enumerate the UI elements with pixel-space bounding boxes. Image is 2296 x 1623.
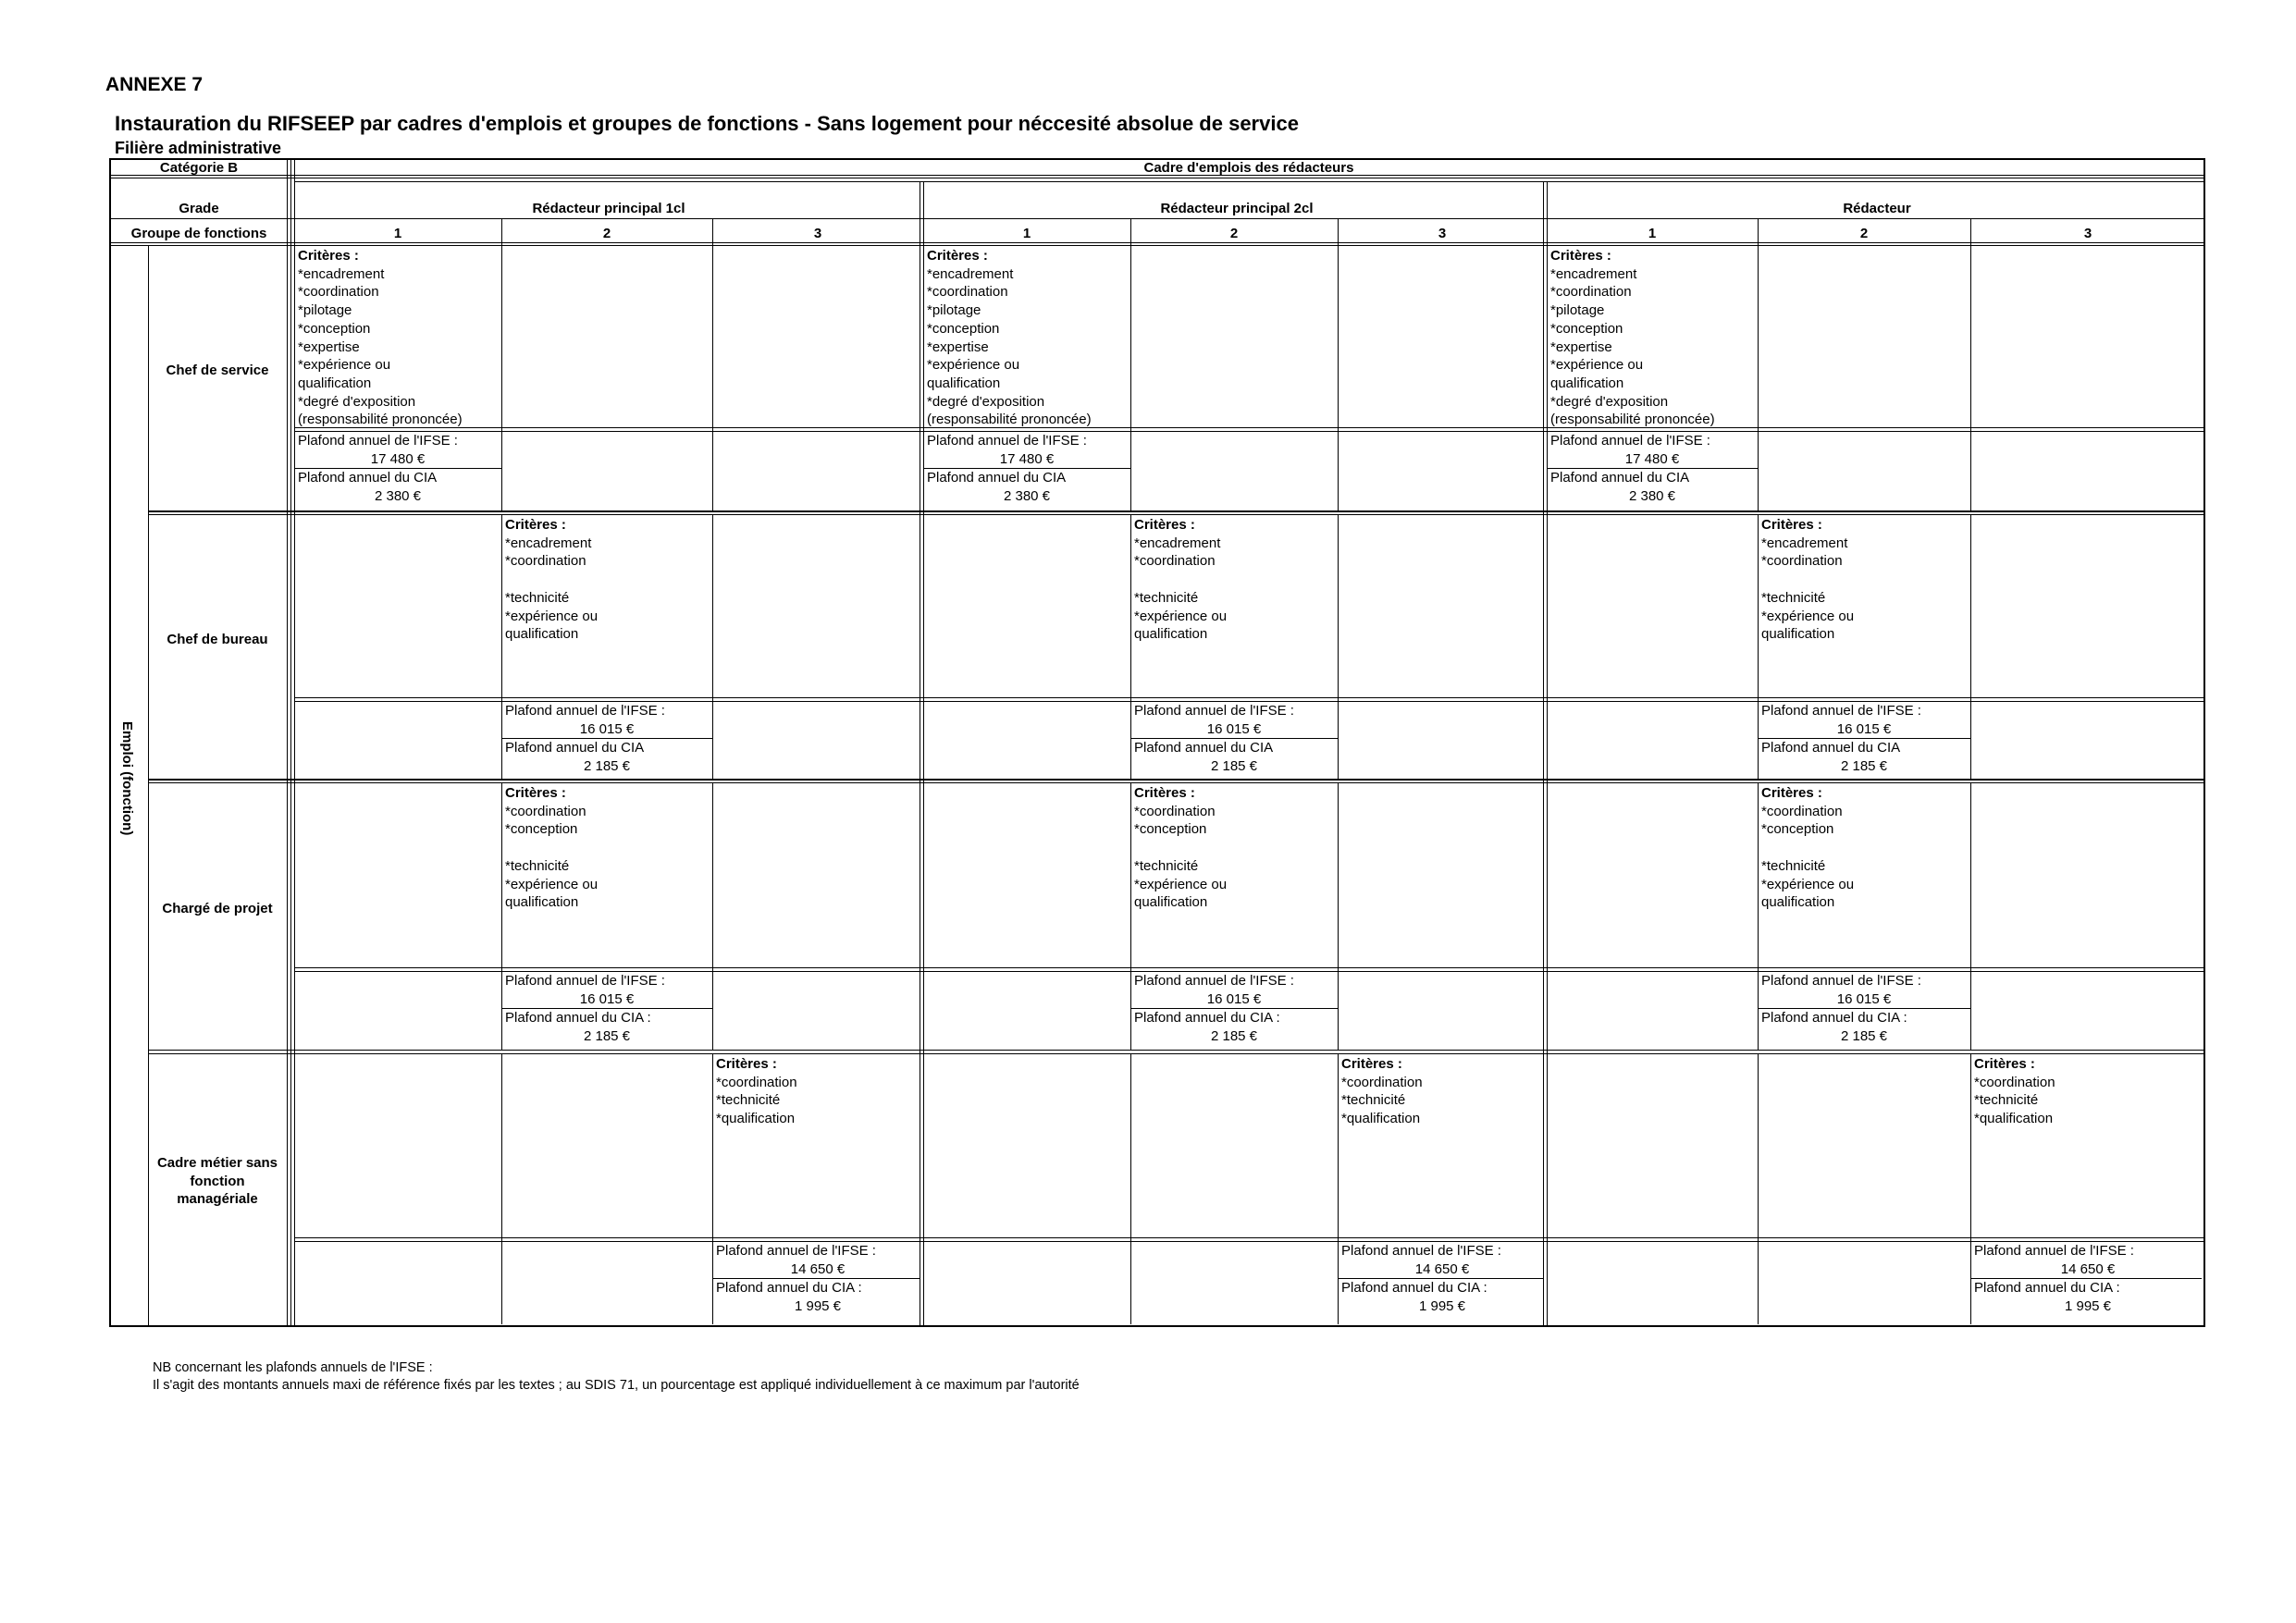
cia-label: Plafond annuel du CIA : <box>1974 1280 2120 1296</box>
criteria-item: *conception <box>927 320 1000 337</box>
criteria-item: *conception <box>505 821 578 838</box>
ifse-ceiling <box>1761 972 1967 1008</box>
cia-label: Plafond annuel du CIA <box>505 740 645 756</box>
criteria-item: *technicité <box>505 857 570 874</box>
ifse-ceiling <box>298 432 498 468</box>
grade-header-1: Rédacteur principal 1cl <box>532 201 685 216</box>
criteria-item: *technicité <box>716 1092 781 1109</box>
cia-ceiling <box>1761 1009 1967 1045</box>
grid-line <box>148 245 2203 246</box>
criteria-heading: Critères : <box>1134 785 1195 801</box>
grid-line <box>501 1053 502 1324</box>
ifse-amount: 16 015 € <box>579 720 635 737</box>
criteria-item: *technicité <box>1761 857 1826 874</box>
criteria-item: *technicité <box>1134 857 1199 874</box>
criteria-item: *expérience ou <box>1134 876 1228 892</box>
ifse-amount: 16 015 € <box>1206 720 1262 737</box>
grid-line <box>1758 782 1759 1050</box>
cia-label: Plafond annuel du CIA : <box>1761 1010 1907 1026</box>
criteria-item: *technicité <box>1341 1092 1406 1109</box>
grid-line <box>148 780 2203 781</box>
grid-line <box>294 967 2203 968</box>
grid-line <box>1758 514 1759 780</box>
criteria-heading: Critères : <box>927 248 988 264</box>
criteria-heading: Critères : <box>505 517 566 533</box>
grid-line <box>1130 1053 1131 1324</box>
cia-amount: 2 380 € <box>374 487 422 504</box>
ifse-ceiling <box>1134 702 1334 738</box>
grid-line <box>148 245 149 1325</box>
grid-line <box>1758 245 1759 511</box>
cia-ceiling <box>927 469 1127 505</box>
ifse-amount: 14 650 € <box>2060 1260 2116 1277</box>
grid-line <box>923 181 924 1325</box>
grid-line <box>294 1237 2203 1238</box>
criteria-item: *encadrement <box>1761 535 1848 551</box>
grid-line <box>148 1053 2203 1054</box>
grid-line <box>712 782 713 1050</box>
groupe-header-8: 2 <box>1859 226 1869 241</box>
ifse-label: Plafond annuel de l'IFSE : <box>1134 973 1294 989</box>
cia-amount: 1 995 € <box>794 1297 842 1314</box>
criteria-item: *pilotage <box>298 302 352 319</box>
cia-label: Plafond annuel du CIA : <box>1341 1280 1487 1296</box>
ifse-ceiling <box>1550 432 1754 468</box>
grid-line <box>148 511 2203 512</box>
cia-amount: 2 185 € <box>1840 1027 1888 1044</box>
ifse-label: Plafond annuel de l'IFSE : <box>1134 703 1294 719</box>
criteria-item: *encadrement <box>505 535 592 551</box>
row-label: Cadre métier sans fonction managériale <box>156 1154 278 1208</box>
cia-amount: 2 380 € <box>1628 487 1676 504</box>
grid-line <box>111 218 2203 219</box>
criteria-item: *expérience ou <box>298 357 391 374</box>
criteria-heading: Critères : <box>298 248 359 264</box>
criteria-list <box>505 784 598 912</box>
grid-line <box>1338 782 1339 1050</box>
criteria-heading: Critères : <box>1974 1056 2035 1072</box>
cia-amount: 2 185 € <box>1840 757 1888 774</box>
grid-line <box>1970 245 1971 511</box>
grid-line <box>294 427 2203 428</box>
criteria-list <box>298 247 463 429</box>
ifse-label: Plafond annuel de l'IFSE : <box>716 1243 876 1259</box>
criteria-list <box>1761 516 1854 644</box>
criteria-item: *technicité <box>1761 589 1826 606</box>
criteria-list <box>716 1055 797 1128</box>
cia-label: Plafond annuel du CIA <box>1550 470 1690 486</box>
criteria-item: *expérience ou <box>1550 357 1644 374</box>
criteria-item: *conception <box>1550 320 1623 337</box>
ifse-ceiling <box>927 432 1127 468</box>
criteria-item: *degré d'exposition <box>298 393 416 410</box>
groupe-label: Groupe de fonctions <box>130 226 267 241</box>
grid-line <box>287 158 288 1325</box>
criteria-item: *expérience ou <box>1761 876 1855 892</box>
cia-ceiling <box>1134 739 1334 775</box>
grid-line <box>1970 514 1971 780</box>
criteria-item: qualification <box>298 375 372 391</box>
criteria-heading: Critères : <box>1134 517 1195 533</box>
criteria-item: *expertise <box>927 338 989 355</box>
criteria-item: *technicité <box>505 589 570 606</box>
criteria-item: *coordination <box>1550 284 1632 301</box>
criteria-item: *coordination <box>1134 803 1216 819</box>
groupe-header-5: 2 <box>1229 226 1239 241</box>
criteria-item: *coordination <box>1134 553 1216 570</box>
cia-amount: 1 995 € <box>2064 1297 2112 1314</box>
cia-label: Plafond annuel du CIA <box>1761 740 1901 756</box>
cia-ceiling <box>505 739 709 775</box>
criteria-item: *encadrement <box>927 265 1014 282</box>
criteria-item: *conception <box>1134 821 1207 838</box>
grid-line <box>712 245 713 511</box>
ifse-amount: 16 015 € <box>1836 990 1892 1007</box>
criteria-heading: Critères : <box>1761 517 1822 533</box>
grade-header-2: Rédacteur principal 2cl <box>1160 201 1314 216</box>
criteria-item: qualification <box>1550 375 1624 391</box>
cia-amount: 1 995 € <box>1418 1297 1466 1314</box>
ifse-ceiling <box>1974 1242 2202 1278</box>
criteria-item: *qualification <box>1974 1111 2054 1127</box>
criteria-item: *expérience ou <box>505 608 599 624</box>
criteria-item: qualification <box>505 626 579 643</box>
groupe-header-1: 1 <box>393 226 402 241</box>
criteria-item: *expérience ou <box>927 357 1020 374</box>
row-label: Chef de service <box>166 363 269 379</box>
cia-label: Plafond annuel du CIA : <box>1134 1010 1280 1026</box>
ifse-label: Plafond annuel de l'IFSE : <box>505 973 665 989</box>
ifse-label: Plafond annuel de l'IFSE : <box>927 433 1087 449</box>
criteria-item: *degré d'exposition <box>927 393 1045 410</box>
cia-ceiling <box>1550 469 1754 505</box>
criteria-item: *degré d'exposition <box>1550 393 1669 410</box>
groupe-header-4: 1 <box>1022 226 1031 241</box>
nb-note <box>153 1359 1080 1395</box>
cia-amount: 2 185 € <box>1210 1027 1258 1044</box>
criteria-item <box>1761 839 1854 857</box>
cia-ceiling <box>505 1009 709 1045</box>
grid-line <box>1547 181 1548 1325</box>
ifse-ceiling <box>505 702 709 738</box>
cadre-header: Cadre d'emplois des rédacteurs <box>1143 160 1354 176</box>
ifse-ceiling <box>1341 1242 1543 1278</box>
criteria-item: *coordination <box>1974 1074 2055 1090</box>
criteria-item: *coordination <box>1761 803 1843 819</box>
criteria-item: *coordination <box>1341 1074 1423 1090</box>
ifse-label: Plafond annuel de l'IFSE : <box>298 433 458 449</box>
grade-label: Grade <box>179 201 219 216</box>
criteria-list <box>1341 1055 1423 1128</box>
criteria-item: *conception <box>1761 821 1834 838</box>
groupe-header-7: 1 <box>1648 226 1657 241</box>
criteria-item: *expérience ou <box>1761 608 1855 624</box>
criteria-item: qualification <box>1134 626 1208 643</box>
groupe-header-2: 2 <box>602 226 611 241</box>
ifse-amount: 17 480 € <box>999 450 1055 467</box>
cia-amount: 2 185 € <box>583 1027 631 1044</box>
criteria-item: *expérience ou <box>505 876 599 892</box>
criteria-item: qualification <box>1761 894 1835 911</box>
criteria-list <box>1134 784 1227 912</box>
cia-label: Plafond annuel du CIA <box>1134 740 1274 756</box>
criteria-item <box>505 839 598 857</box>
criteria-heading: Critères : <box>1761 785 1822 801</box>
categorie-header: Catégorie B <box>159 160 239 176</box>
ifse-label: Plafond annuel de l'IFSE : <box>1550 433 1710 449</box>
criteria-item: (responsabilité prononcée) <box>1550 412 1715 428</box>
criteria-item: (responsabilité prononcée) <box>298 412 463 428</box>
cia-label: Plafond annuel du CIA : <box>716 1280 862 1296</box>
groupe-header-3: 3 <box>813 226 822 241</box>
grid-line <box>712 514 713 780</box>
criteria-heading: Critères : <box>1550 248 1611 264</box>
ifse-ceiling <box>716 1242 920 1278</box>
criteria-item <box>1761 571 1854 589</box>
row-label: Chef de bureau <box>167 631 268 647</box>
criteria-heading: Critères : <box>505 785 566 801</box>
criteria-item: *conception <box>298 320 371 337</box>
grid-line <box>1338 245 1339 511</box>
criteria-item: *encadrement <box>1550 265 1637 282</box>
nb-line: NB concernant les plafonds annuels de l'IFSE : <box>153 1360 433 1375</box>
grid-line <box>1338 514 1339 780</box>
criteria-item: *expertise <box>298 338 360 355</box>
groupe-header-9: 3 <box>2083 226 2092 241</box>
ifse-ceiling <box>1134 972 1334 1008</box>
grid-line <box>1970 782 1971 1050</box>
ifse-label: Plafond annuel de l'IFSE : <box>1974 1243 2134 1259</box>
ifse-amount: 16 015 € <box>579 990 635 1007</box>
criteria-item <box>505 571 598 589</box>
criteria-list <box>927 247 1092 429</box>
criteria-item: qualification <box>1761 626 1835 643</box>
grid-line <box>1130 782 1131 1050</box>
cia-label: Plafond annuel du CIA : <box>505 1010 651 1026</box>
grid-line <box>1543 181 1544 1325</box>
grid-line <box>148 782 2203 783</box>
cia-ceiling <box>716 1279 920 1315</box>
criteria-list <box>1134 516 1227 644</box>
criteria-item: *pilotage <box>927 302 981 319</box>
annexe-label: ANNEXE 7 <box>105 74 204 95</box>
criteria-item: qualification <box>505 894 579 911</box>
criteria-item: *qualification <box>716 1111 796 1127</box>
filiere-label: Filière administrative <box>115 139 282 157</box>
criteria-item: *coordination <box>1761 553 1843 570</box>
grid-line <box>290 158 291 1325</box>
criteria-item <box>1134 571 1227 589</box>
grid-line <box>501 514 502 780</box>
ifse-label: Plafond annuel de l'IFSE : <box>1761 703 1921 719</box>
ifse-amount: 16 015 € <box>1206 990 1262 1007</box>
grid-line <box>501 245 502 511</box>
criteria-item: *coordination <box>716 1074 797 1090</box>
grid-line <box>712 1053 713 1324</box>
criteria-item: *technicité <box>1974 1092 2039 1109</box>
criteria-item: *technicité <box>1134 589 1199 606</box>
grid-line <box>294 158 295 1325</box>
nb-line: Il s'agit des montants annuels maxi de référence fixés par les textes ; au SDIS 71, un pourcentage est appliqué individuellement à ce maximum par l'autorité <box>153 1378 1080 1393</box>
cia-amount: 2 185 € <box>583 757 631 774</box>
criteria-item: qualification <box>927 375 1001 391</box>
ifse-amount: 17 480 € <box>1624 450 1680 467</box>
criteria-list <box>505 516 598 644</box>
criteria-item: *coordination <box>505 553 586 570</box>
grid-line <box>1338 1053 1339 1324</box>
cia-label: Plafond annuel du CIA <box>927 470 1067 486</box>
ifse-amount: 16 015 € <box>1836 720 1892 737</box>
grid-line <box>1970 1053 1971 1324</box>
grid-line <box>1130 245 1131 511</box>
grid-line <box>148 1050 2203 1051</box>
criteria-item: *coordination <box>298 284 379 301</box>
groupe-header-6: 3 <box>1438 226 1447 241</box>
criteria-item <box>1134 839 1227 857</box>
cia-amount: 2 380 € <box>1003 487 1051 504</box>
ifse-label: Plafond annuel de l'IFSE : <box>1761 973 1921 989</box>
criteria-item: *qualification <box>1341 1111 1421 1127</box>
ifse-amount: 14 650 € <box>1414 1260 1470 1277</box>
grid-line <box>294 1241 2203 1242</box>
ifse-label: Plafond annuel de l'IFSE : <box>1341 1243 1501 1259</box>
criteria-item: qualification <box>1134 894 1208 911</box>
criteria-item: *coordination <box>927 284 1008 301</box>
row-label: Chargé de projet <box>162 900 273 916</box>
cia-ceiling <box>1974 1279 2202 1315</box>
cia-ceiling <box>1761 739 1967 775</box>
grid-line <box>1758 1053 1759 1324</box>
criteria-list <box>1550 247 1715 429</box>
grid-line <box>294 431 2203 432</box>
cia-ceiling <box>1134 1009 1334 1045</box>
ifse-ceiling <box>505 972 709 1008</box>
cia-label: Plafond annuel du CIA <box>298 470 438 486</box>
criteria-item: *expérience ou <box>1134 608 1228 624</box>
cia-ceiling <box>1341 1279 1543 1315</box>
ifse-amount: 14 650 € <box>790 1260 846 1277</box>
cia-amount: 2 185 € <box>1210 757 1258 774</box>
criteria-heading: Critères : <box>1341 1056 1402 1072</box>
grid-line <box>1130 514 1131 780</box>
ifse-amount: 17 480 € <box>370 450 426 467</box>
criteria-item: (responsabilité prononcée) <box>927 412 1092 428</box>
criteria-item: *expertise <box>1550 338 1612 355</box>
grid-line <box>501 782 502 1050</box>
criteria-heading: Critères : <box>716 1056 777 1072</box>
criteria-item: *pilotage <box>1550 302 1605 319</box>
cia-ceiling <box>298 469 498 505</box>
grade-header-3: Rédacteur <box>1843 201 1911 216</box>
grid-line <box>148 514 2203 515</box>
ifse-ceiling <box>1761 702 1967 738</box>
grid-line <box>294 181 2203 182</box>
criteria-list <box>1974 1055 2055 1128</box>
page-title: Instauration du RIFSEEP par cadres d'emplois et groupes de fonctions - Sans logement pour néccesité absolue de service <box>115 112 1299 135</box>
criteria-item: *coordination <box>505 803 586 819</box>
ifse-label: Plafond annuel de l'IFSE : <box>505 703 665 719</box>
grid-line <box>294 697 2203 698</box>
criteria-item: *encadrement <box>298 265 385 282</box>
criteria-item: *encadrement <box>1134 535 1221 551</box>
emploi-label: Emploi (fonction) <box>119 721 135 836</box>
criteria-list <box>1761 784 1854 912</box>
